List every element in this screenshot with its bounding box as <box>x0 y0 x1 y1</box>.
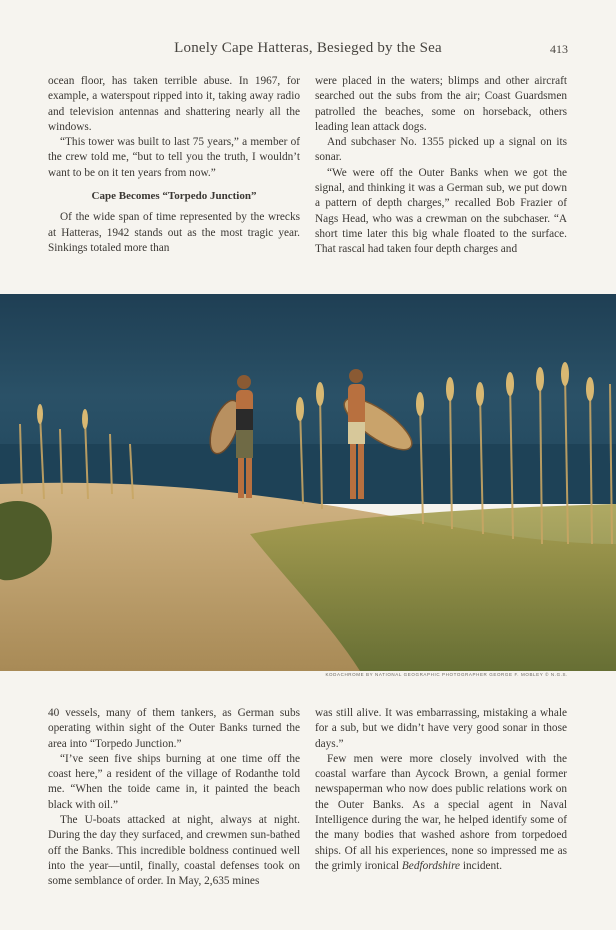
paragraph: “I’ve seen five ships burning at one time off the coast here,” a resident of the village of Rodanthe told me. “When the toide came in, it painted the beach black with oil.” <box>48 752 300 811</box>
column-bottom-left <box>48 706 300 890</box>
sky <box>0 294 616 464</box>
paragraph: And subchaser No. 1355 picked up a signal on its sonar. <box>315 136 567 164</box>
paragraph: was still alive. It was embarrassing, mistaking a whale for a sub, but we didn’t have very good sonar in those days.” <box>315 707 567 750</box>
paragraph-text: Few men were more closely involved with the coastal warfare than Aycock Brown, a genial former newspaperman who now does public relations work on the Outer Banks. As a special agent in Naval Intelligence during the war, he helped identify some of the many bodies that washed ashore from torpedoed ships. Of all his experiences, none so impressed me as the grimly ironical <box>315 752 567 872</box>
ship-name: Bedfordshire <box>401 859 461 872</box>
paragraph: Of the wide span of time represented by the wrecks at Hatteras, 1942 stands out as the most tragic year. Sinkings totaled more than <box>48 211 300 254</box>
column-top-right <box>315 74 567 258</box>
column-top-left <box>48 74 300 256</box>
section-subhead: Cape Becomes “Torpedo Junction” <box>91 190 257 203</box>
photo-credit: KODACHROME BY NATIONAL GEOGRAPHIC PHOTOGRAPHER GEORGE F. MOBLEY © N.G.S. <box>325 672 568 677</box>
paragraph: “We were off the Outer Banks when we got the signal, and thinking it was a German sub, we put down a pattern of depth charges,” recalled Bob Frazier of Nags Head, who was a crewman on the subchaser. “A short time later this big whale floated to the surface. That rascal had taken four depth charges and <box>315 166 567 256</box>
page-number: 413 <box>550 42 568 56</box>
paragraph-end: incident. <box>460 859 503 872</box>
paragraph: ocean floor, has taken terrible abuse. In 1967, for example, a waterspout ripped into it, taking away radio and television antennas and shattering nearly all the windows. <box>48 75 300 133</box>
paragraph: “This tower was built to last 75 years,” a member of the crew told me, “but to tell you the truth, I wouldn’t want to be on it ten years from now.” <box>48 136 300 179</box>
paragraph: The U-boats attacked at night, always at night. During the day they surfaced, and crewmen sun-bathed off the Banks. This incredible boldness continued well into the year—until, finally, coastal defenses took on some semblance of order. In May, 2,635 mines <box>48 814 300 888</box>
paragraph: were placed in the waters; blimps and other aircraft searched out the subs from the air; Coast Guardsmen patrolled the beaches, some on horseback, others leading lean attack dogs. <box>315 75 567 133</box>
photograph-surfers-on-dune <box>0 294 616 671</box>
column-bottom-right <box>315 706 567 874</box>
running-title: Lonely Cape Hatteras, Besieged by the Sea <box>174 40 442 56</box>
running-head <box>0 40 616 62</box>
paragraph: 40 vessels, many of them tankers, as German subs operating within sight of the Outer Banks turned the area into “Torpedo Junction.” <box>48 707 300 750</box>
paragraph <box>315 752 567 874</box>
